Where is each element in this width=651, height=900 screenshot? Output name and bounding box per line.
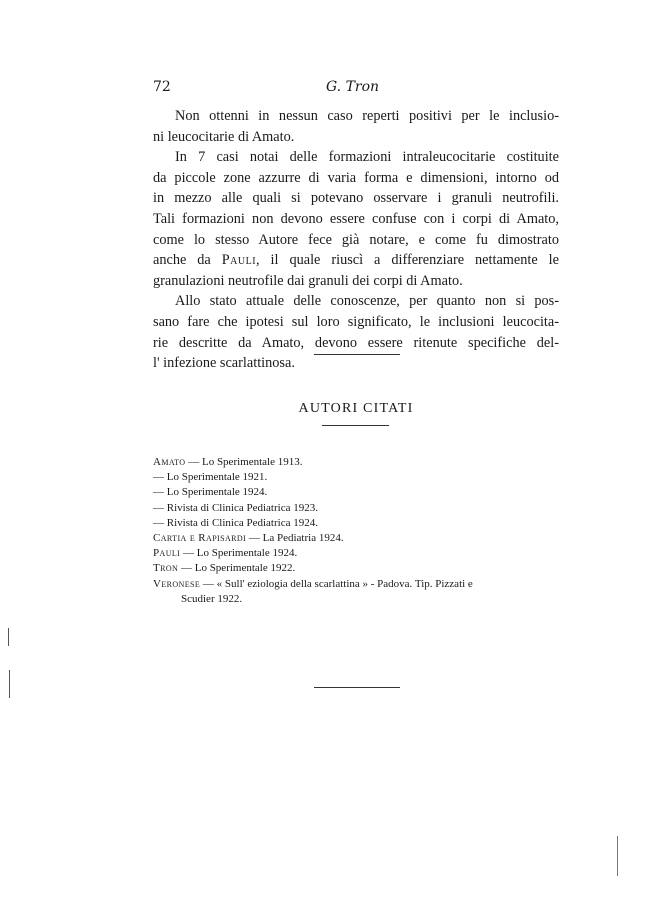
- paragraph-2-line-7: granulazioni neutrofile dai granuli dei corpi di Amato.: [153, 272, 463, 289]
- reference-text: — Lo Sperimentale 1921.: [153, 471, 268, 484]
- reference-item: [153, 470, 563, 485]
- paragraph-2-line-4: Tali formazioni non devono essere confuse con i corpi di Amato,: [153, 210, 559, 227]
- paragraph-3-line-2: sano fare che ipotesi sul loro significato, le inclusioni leucocita-: [153, 313, 559, 330]
- reference-item: [153, 455, 563, 470]
- reference-item: [153, 516, 563, 531]
- body-text: [153, 106, 559, 374]
- reference-text: — Lo Sperimentale 1924.: [153, 486, 268, 499]
- paragraph-2-line-6: [153, 250, 559, 271]
- reference-author: Veronese: [153, 577, 201, 590]
- references-list: [153, 455, 563, 607]
- scan-edge-mark: [617, 836, 618, 876]
- reference-author: Tron: [153, 562, 179, 575]
- paragraph-2-line-2: da piccole zone azzurre di varia forma e dimensioni, intorno od: [153, 169, 559, 186]
- reference-text: — Rivista di Clinica Pediatrica 1923.: [153, 501, 318, 514]
- paragraph-1-line-1: Non ottenni in nessun caso reperti positivi per le inclusio-: [175, 108, 559, 124]
- reference-item: [153, 546, 563, 561]
- paragraph-2-line-3: in mezzo alle quali si potevano osservare i granuli neutrofili.: [153, 190, 559, 207]
- page-number: 72: [153, 79, 171, 95]
- reference-author: Pauli: [153, 547, 181, 560]
- reference-author: Amato: [153, 456, 186, 468]
- references-heading: AUTORI CITATI: [298, 401, 414, 416]
- paragraph-3-line-1: Allo stato attuale delle conoscenze, per quanto non si pos-: [175, 293, 559, 310]
- text-fragment: anche da: [153, 252, 211, 269]
- scan-edge-mark: [9, 670, 10, 698]
- reference-item: [153, 531, 563, 546]
- reference-text: — Lo Sperimentale 1924.: [180, 547, 298, 560]
- section-divider: [314, 354, 400, 355]
- author-name-pauli: Pauli: [221, 252, 257, 269]
- reference-text: — Lo Sperimentale 1913.: [185, 456, 303, 468]
- reference-continuation: Scudier 1922.: [181, 592, 243, 605]
- reference-text: — La Pediatria 1924.: [246, 532, 344, 545]
- text-fragment: , il quale riuscì a differenziare nettamente le: [256, 252, 559, 269]
- paragraph-2-line-1: In 7 casi notai delle formazioni intraleucocitarie costituite: [175, 149, 559, 166]
- paragraph-2-line-5: come lo stesso Autore fece già notare, e come fu dimostrato: [153, 231, 559, 248]
- reference-item: [153, 577, 563, 592]
- reference-author: Cartia e Rapisardi: [153, 532, 247, 545]
- paragraph-3-line-4: l' infezione scarlattinosa.: [153, 355, 295, 372]
- reference-text: — Rivista di Clinica Pediatrica 1924.: [153, 516, 318, 529]
- reference-item: [153, 485, 563, 500]
- running-title: G. Tron: [326, 79, 380, 95]
- paragraph-3-line-3: rie descritte da Amato, devono essere ritenute specifiche del-: [153, 334, 559, 351]
- scan-edge-mark: [8, 628, 9, 646]
- reference-text: — « Sull' eziologia della scarlattina » - Padova. Tip. Pizzati e: [200, 577, 473, 590]
- reference-item: [153, 501, 563, 516]
- closing-divider: [314, 687, 400, 688]
- paragraph-1-line-2: ni leucocitarie di Amato.: [153, 128, 295, 145]
- reference-item: [153, 561, 563, 576]
- heading-underline: [322, 425, 389, 426]
- reference-text: — Lo Sperimentale 1922.: [178, 562, 296, 575]
